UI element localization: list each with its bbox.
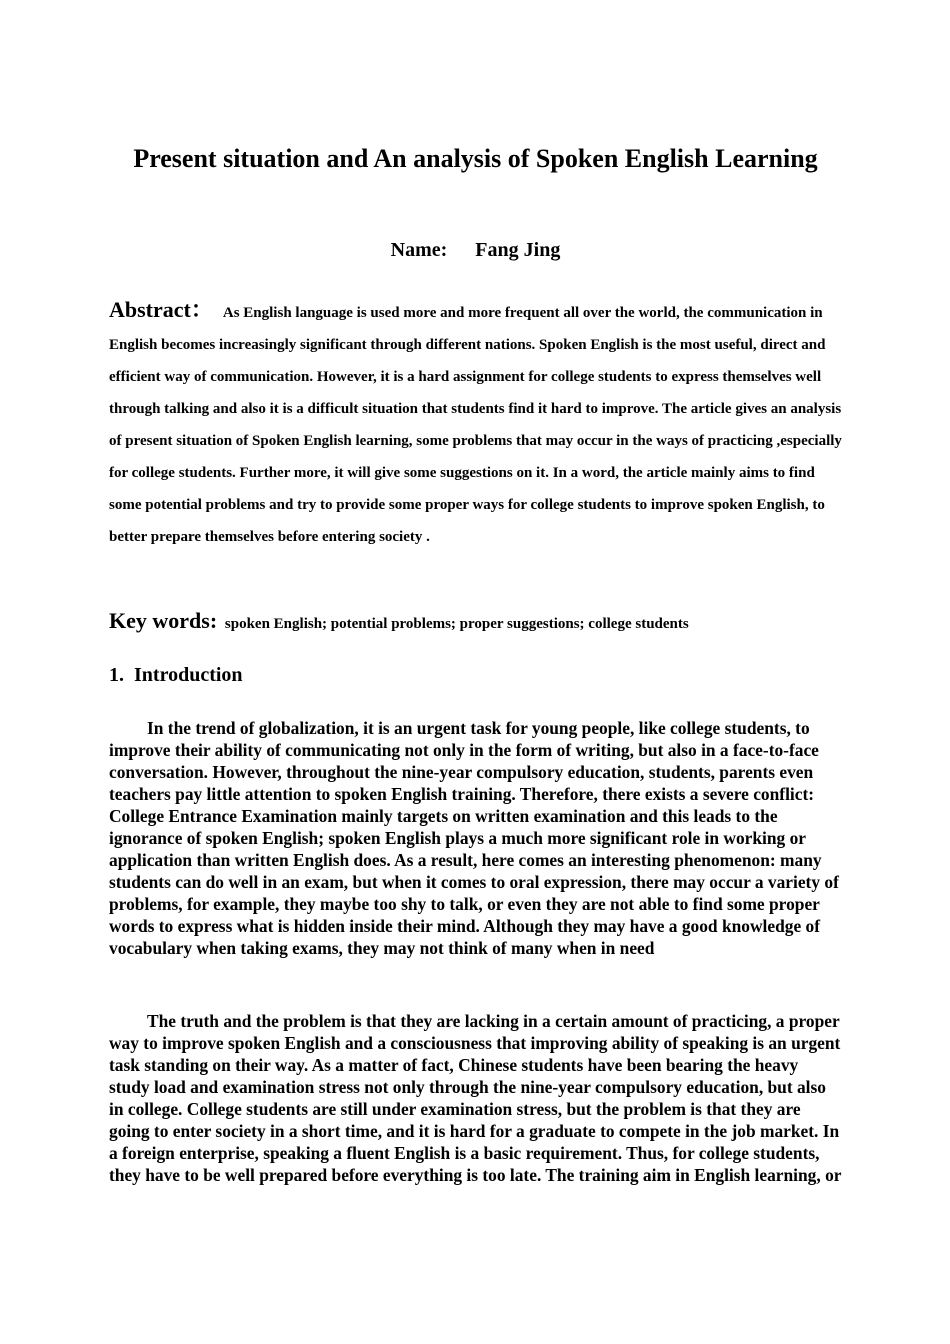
abstract-text: As English language is used more and more frequent all over the world, the communication in English becomes increasingly significant through different nations. Spoken English is the most useful, direct and efficient way of communication. However, it is a hard assignment for college students to express themselves well through talking and also it is a difficult situation that students find it hard to improve. The article gives an analysis of present situation of Spoken English learning, some problems that may occur in the ways of practicing ,especially for college students. Further more, it will give some suggestions on it. In a word, the article mainly aims to find some potential problems and try to provide some proper ways for college students to improve spoken English, to better prepare themselves before entering society .: [109, 305, 842, 545]
author-name: Fang Jing: [475, 239, 561, 261]
section-heading-introduction: [109, 662, 243, 688]
keywords-heading: Key words:: [109, 608, 218, 633]
body-paragraph: In the trend of globalization, it is an urgent task for young people, like college students, to improve their ability of communicating not only in the form of writing, but also in a face-to-face conversation. However, throughout the nine-year compulsory education, students, parents even teachers pay little attention to spoken English training. Therefore, there exists a severe conflict: College Entrance Examination mainly targets on written examination and this leads to the ignorance of spoken English; spoken English plays a much more significant role in working or application than written English does. As a result, here comes an interesting phenomenon: many students can do well in an exam, but when it comes to oral expression, there may occur a variety of problems, for example, they maybe too shy to talk, or even they are not able to find some proper words to express what is hidden inside their mind. Although they may have a good knowledge of vocabulary when taking exams, they may not think of many when in need: [109, 718, 839, 958]
abstract-section: [109, 294, 842, 553]
abstract-heading: Abstract：: [109, 297, 213, 322]
author-label: Name:: [390, 239, 448, 261]
body-paragraph: The truth and the problem is that they are lacking in a certain amount of practicing, a proper way to improve spoken English and a consciousness that improving ability of speaking is an urgent task standing on their way. As a matter of fact, Chinese students have been bearing the heavy study load and examination stress not only through the nine-year compulsory education, but also in college. College students are still under examination stress, but the problem is that they are going to enter society in a short time, and it is hard for a graduate to compete in the job market. In a foreign enterprise, speaking a fluent English is a basic requirement. Thus, for college students, they have to be well prepared before everything is too late. The training aim in English learning, or: [109, 1011, 842, 1185]
author-line: [109, 237, 842, 263]
page-title: Present situation and An analysis of Spoken English Learning: [133, 144, 818, 173]
keywords-text: spoken English; potential problems; proper suggestions; college students: [224, 616, 689, 632]
keywords-section: [109, 606, 842, 639]
document-page: [109, 0, 842, 1344]
section-number: 1.: [109, 664, 124, 686]
section-title: Introduction: [134, 664, 243, 686]
